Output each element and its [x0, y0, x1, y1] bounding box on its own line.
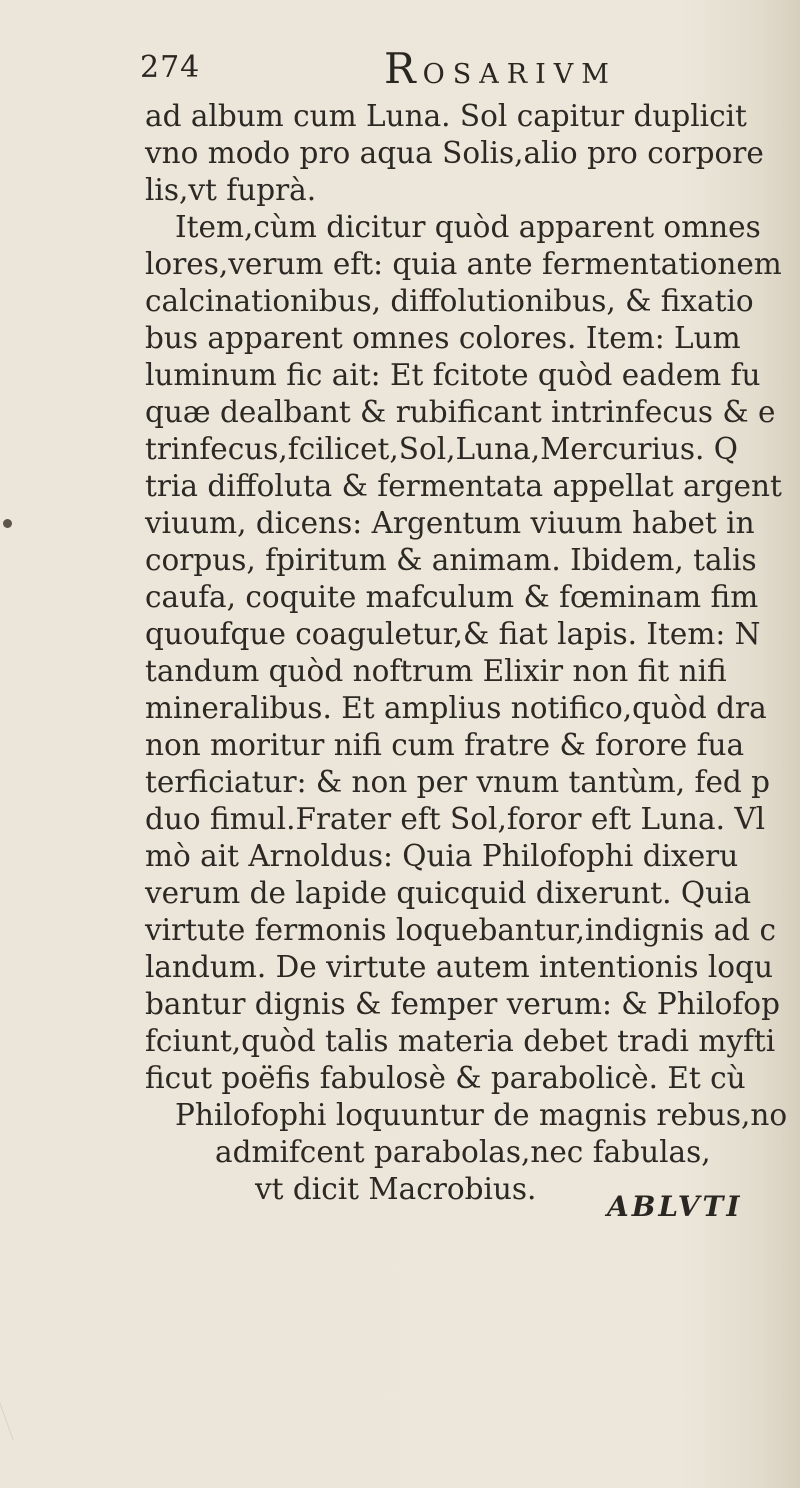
text-line: caufa, coquite mafculum & fœminam fim	[145, 580, 759, 614]
text-line: quoufque coaguletur,& fiat lapis. Item: N	[145, 617, 761, 651]
running-title-initial: R	[384, 44, 423, 93]
text-line: viuum, dicens: Argentum viuum habet in	[145, 506, 755, 540]
text-line: duo fimul.Frater eft Sol,foror eft Luna. Vl	[145, 802, 766, 836]
text-line: lis,vt fuprà.	[145, 173, 317, 207]
text-line: mineralibus. Et amplius notifico,quòd dra	[145, 691, 767, 725]
text-line: terficiatur: & non per vnum tantùm, fed p	[145, 765, 771, 799]
page-number: 274	[140, 50, 201, 85]
text-line: landum. De virtute autem intentionis loqu	[145, 950, 773, 984]
text-line: trinfecus,fcilicet,Sol,Luna,Mercurius. Q	[145, 432, 738, 466]
paper-crease	[0, 1370, 74, 1440]
text-line: bantur dignis & femper verum: & Philofop	[145, 987, 780, 1021]
text-line: bus apparent omnes colores. Item: Lum	[145, 321, 741, 355]
text-line: ad album cum Luna. Sol capitur duplicit	[145, 99, 747, 133]
text-line: vno modo pro aqua Solis,alio pro corpore	[145, 136, 764, 170]
text-line: vt dicit Macrobius.	[255, 1172, 537, 1206]
text-line: Item,cùm dicitur quòd apparent omnes	[175, 210, 761, 244]
text-line: luminum fic ait: Et fcitote quòd eadem fu	[145, 358, 761, 392]
catchword: ABLVTI	[607, 1190, 743, 1223]
text-line: ficut poëfis fabulosè & parabolicè. Et cù	[145, 1061, 746, 1095]
text-line: Philofophi loquuntur de magnis rebus,no	[175, 1098, 788, 1132]
text-line: non moritur nifi cum fratre & forore fua	[145, 728, 745, 762]
text-line: mò ait Arnoldus: Quia Philofophi dixeru	[145, 839, 739, 873]
text-line: fciunt,quòd talis materia debet tradi myfti	[145, 1024, 776, 1058]
text-line: tandum quòd noftrum Elixir non fit nifi	[145, 654, 727, 688]
text-line: virtute fermonis loquebantur,indignis ad c	[145, 913, 776, 947]
running-title-rest: OSARIVM	[422, 59, 617, 90]
text-line: quæ dealbant & rubificant intrinfecus & e	[145, 395, 776, 429]
text-line: verum de lapide quicquid dixerunt. Quia	[145, 876, 752, 910]
text-line: corpus, fpiritum & animam. Ibidem, talis	[145, 543, 757, 577]
text-line: tria diffoluta & fermentata appellat argent	[145, 469, 782, 503]
ink-speck	[3, 519, 12, 528]
running-title	[384, 44, 617, 93]
page-header	[0, 44, 800, 94]
text-line: lores,verum eft: quia ante fermentationem	[145, 247, 782, 281]
text-line: calcinationibus, diffolutionibus, & fixatio	[145, 284, 754, 318]
text-line: admifcent parabolas,nec fabulas,	[215, 1135, 711, 1169]
